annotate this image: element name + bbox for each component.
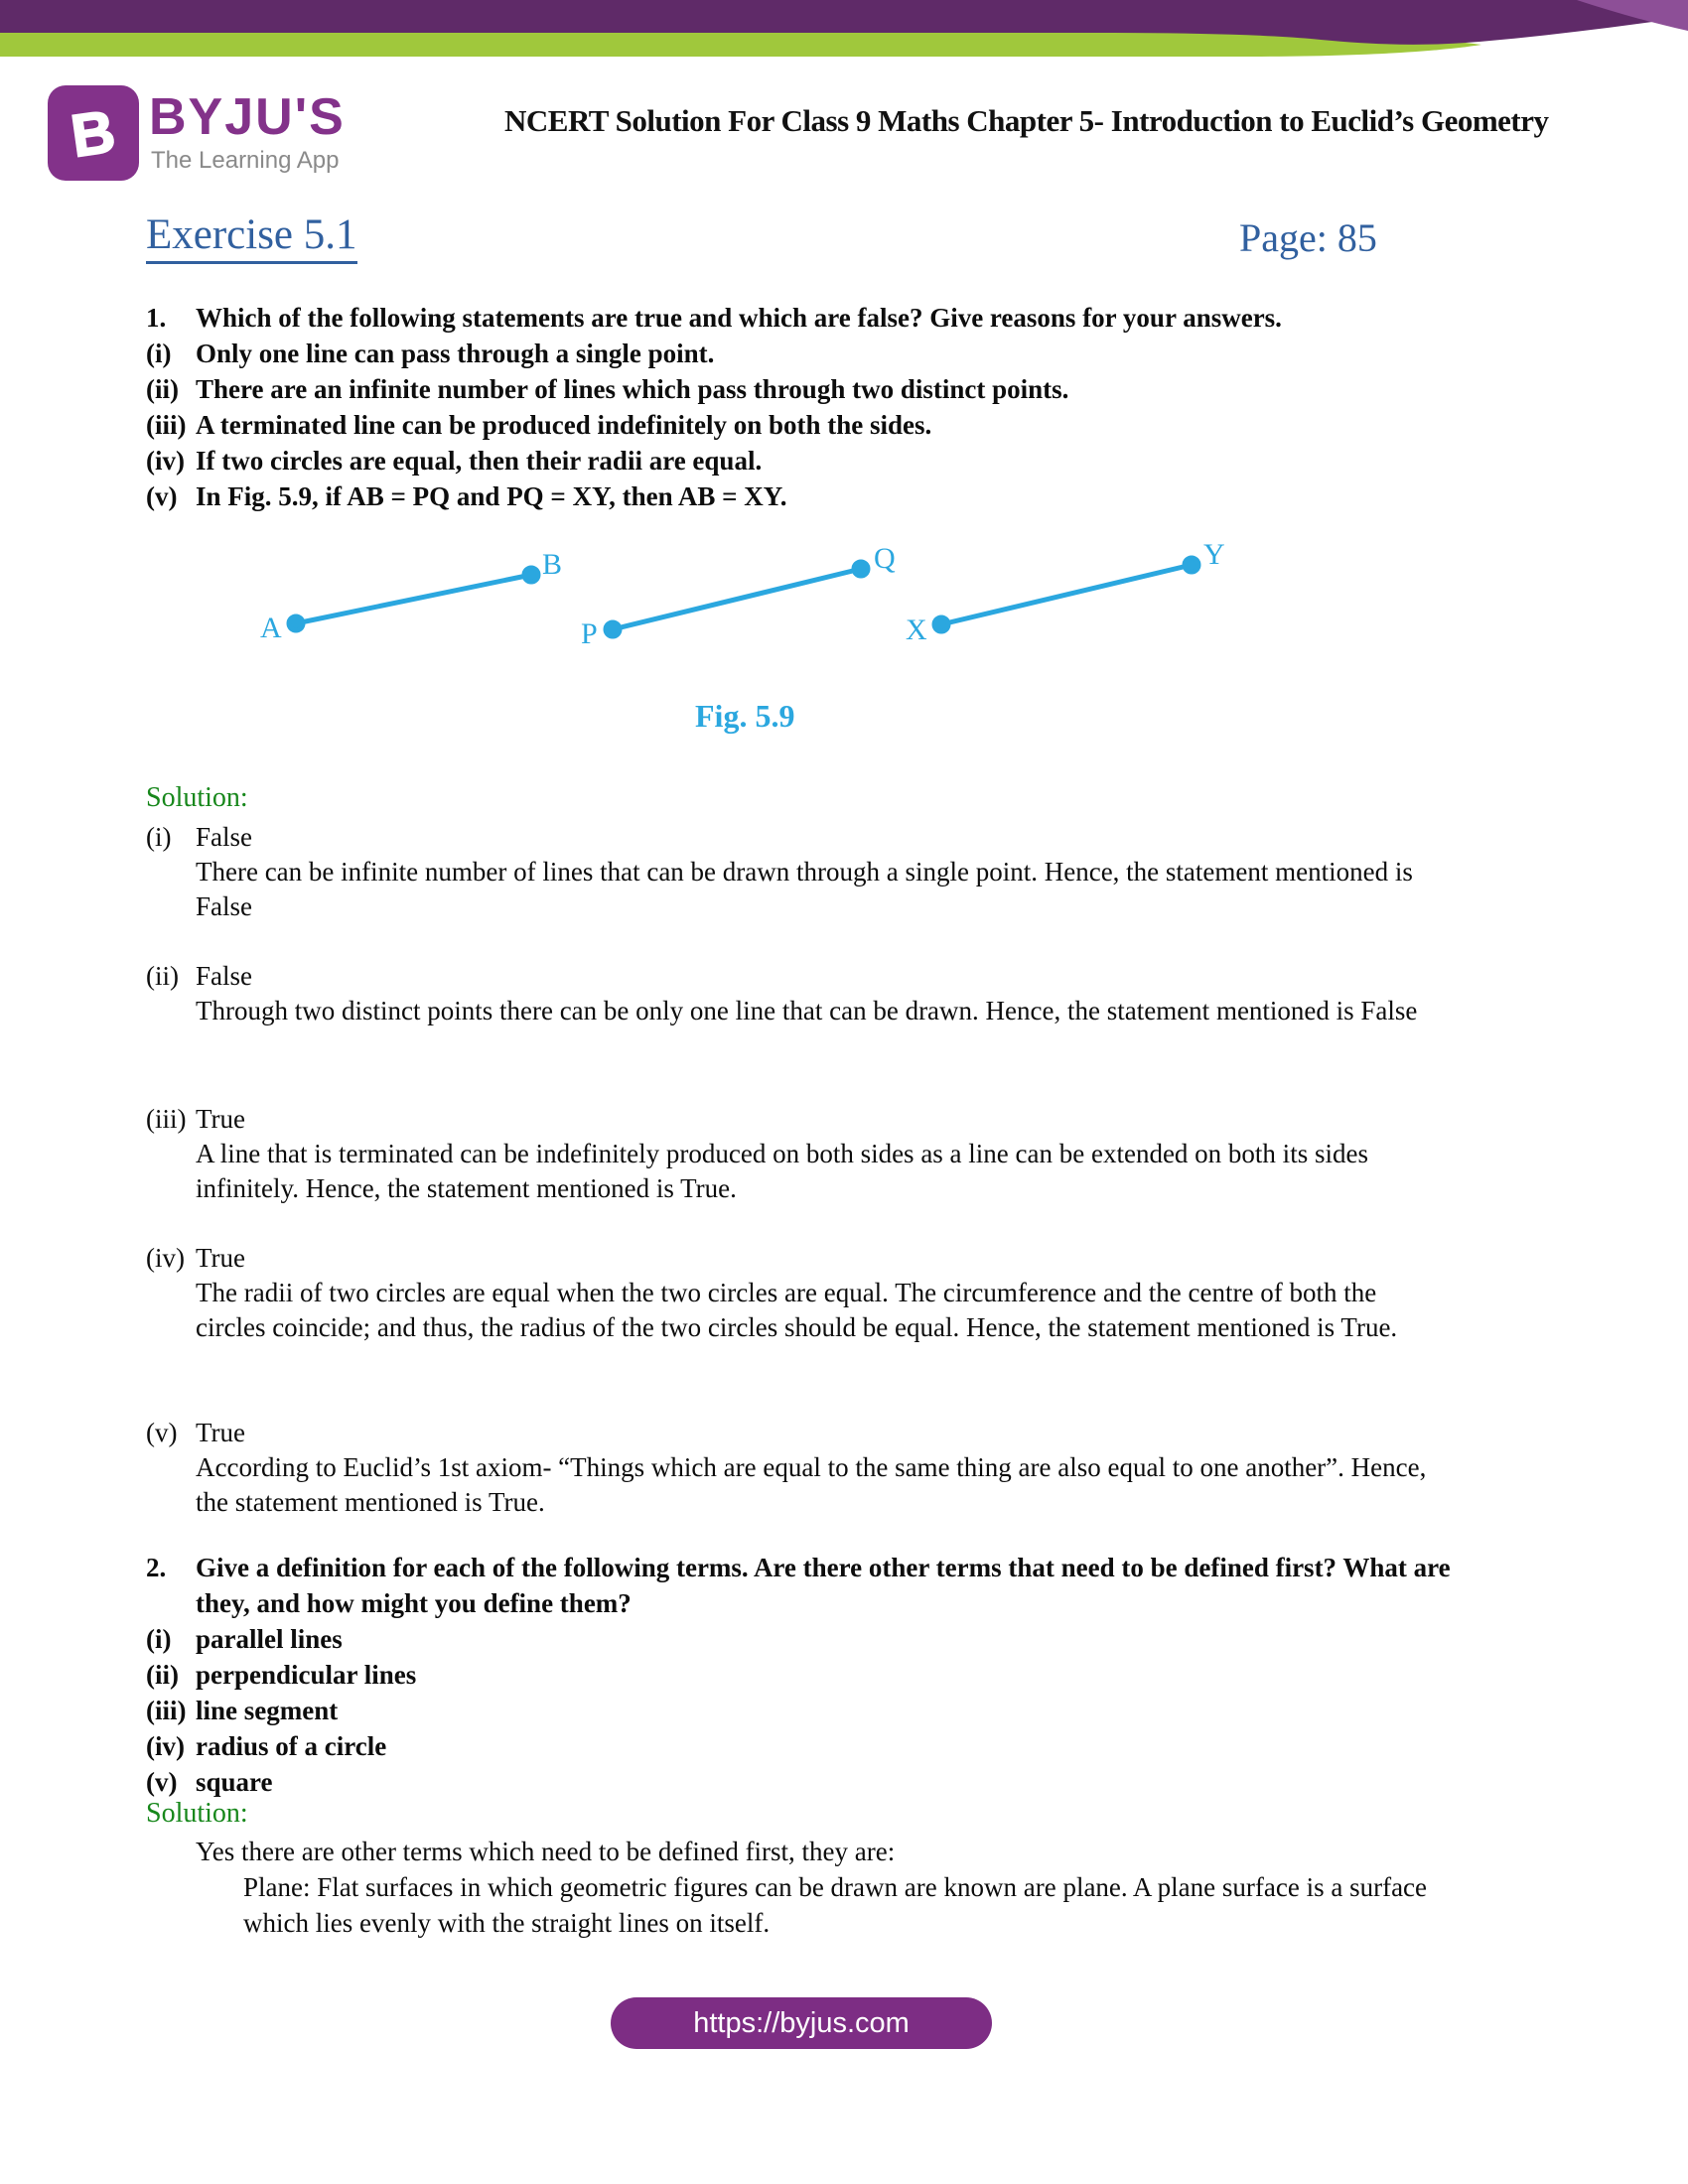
item-label: (i): [146, 339, 172, 368]
item-text: In Fig. 5.9, if AB = PQ and PQ = XY, then AB = XY.: [196, 481, 787, 511]
point-X-dot: [934, 617, 948, 631]
question-2-number: 2.: [146, 1553, 167, 1582]
item-label: (iv): [146, 446, 185, 476]
point-label-Q: Q: [874, 542, 896, 575]
item-text: perpendicular lines: [196, 1660, 417, 1690]
byjus-logo-icon: [48, 85, 139, 181]
item-text: square: [196, 1767, 273, 1797]
byjus-url-button[interactable]: [611, 1997, 992, 2049]
solution-1-item-iii: [146, 1102, 245, 1137]
document-title: NCERT Solution For Class 9 Maths Chapter 5- Introduction to Euclid’s Geometry: [504, 103, 1549, 138]
question-1-item: [146, 443, 1457, 478]
item-text: parallel lines: [196, 1624, 343, 1654]
solution-1-heading: Solution:: [146, 782, 248, 813]
solution-1-text-v: According to Euclid’s 1st axiom- “Things which are equal to the same thing are also equal to one another”. Hence, the statement mentioned is True.: [196, 1452, 1427, 1517]
solution-2-body: Plane: Flat surfaces in which geometric figures can be drawn are known are plane. A plane surface is a surface which lies evenly with the straight lines on itself.: [243, 1872, 1428, 1938]
item-verdict: True: [196, 1243, 246, 1273]
item-label: (i): [146, 1624, 172, 1654]
item-label: (v): [146, 1418, 178, 1447]
exercise-heading: Exercise 5.1: [146, 210, 357, 264]
item-text: A terminated line can be produced indefinitely on both the sides.: [196, 410, 932, 440]
item-label: (iv): [146, 1731, 185, 1761]
item-text: There are an infinite number of lines which pass through two distinct points.: [196, 374, 1069, 404]
question-1-item: [146, 371, 1457, 407]
item-label: (iii): [146, 1696, 187, 1725]
item-verdict: True: [196, 1104, 246, 1134]
segment-XY: [941, 565, 1192, 624]
question-2-items: [146, 1621, 1457, 1800]
question-1-item: [146, 478, 1457, 514]
item-label: (iv): [146, 1243, 185, 1273]
question-2: [146, 1550, 1457, 1621]
byjus-tagline: The Learning App: [151, 147, 340, 174]
question-2-text: Give a definition for each of the following terms. Are there other terms that need to be defined first? What are they, and how might you define them?: [196, 1553, 1451, 1618]
point-A-dot: [289, 616, 303, 630]
solution-1-text-iii: A line that is terminated can be indefinitely produced on both sides as a line can be extended on both its sides infinitely. Hence, the statement mentioned is True.: [196, 1139, 1368, 1203]
solution-2-intro: Yes there are other terms which need to be defined first, they are:: [196, 1837, 896, 1866]
figure-5-9: [228, 536, 1281, 665]
point-label-P: P: [581, 617, 598, 650]
green-band: [0, 33, 1481, 57]
item-text: radius of a circle: [196, 1731, 387, 1761]
item-text: Only one line can pass through a single point.: [196, 339, 715, 368]
item-label: (iii): [146, 410, 187, 440]
item-verdict: True: [196, 1418, 246, 1447]
item-text: If two circles are equal, then their radii are equal.: [196, 446, 763, 476]
question-1-stem: [146, 300, 1457, 336]
solution-1-text-i: There can be infinite number of lines that can be drawn through a single point. Hence, the statement mentioned is False: [196, 857, 1413, 921]
item-label: (ii): [146, 1660, 179, 1690]
item-label: (ii): [146, 374, 179, 404]
point-label-A: A: [260, 612, 282, 644]
question-1-text: Which of the following statements are true and which are false? Give reasons for your answers.: [196, 303, 1282, 333]
solution-1-item-v: [146, 1416, 245, 1450]
question-2-item: [146, 1657, 1457, 1693]
solution-1-item-iv: [146, 1241, 245, 1276]
point-Y-dot: [1185, 558, 1198, 572]
byjus-url-text: https://byjus.com: [693, 2006, 910, 2039]
byjus-wordmark: BYJU'S: [149, 88, 346, 146]
solution-1-text-ii: Through two distinct points there can be only one line that can be drawn. Hence, the statement mentioned is False: [196, 996, 1418, 1025]
item-label: (v): [146, 481, 178, 511]
question-1-number: 1.: [146, 303, 167, 333]
solution-1-text-iv: The radii of two circles are equal when the two circles are equal. The circumference and the centre of both the circles coincide; and thus, the radius of the two circles should be equal. Hence, the statement mentioned is True.: [196, 1278, 1398, 1342]
point-label-X: X: [906, 614, 927, 646]
figure-caption: Fig. 5.9: [695, 698, 795, 734]
question-2-item: [146, 1728, 1457, 1764]
solution-1-item-ii: [146, 959, 252, 994]
item-label: (v): [146, 1767, 178, 1797]
question-2-stem: [146, 1550, 1457, 1621]
question-1: [146, 300, 1457, 514]
item-label: (i): [146, 822, 172, 852]
item-text: line segment: [196, 1696, 339, 1725]
item-verdict: False: [196, 961, 252, 991]
point-B-dot: [524, 568, 538, 582]
logo-b-glyph: B: [67, 96, 120, 170]
point-label-B: B: [542, 548, 563, 581]
question-1-item: [146, 407, 1457, 443]
question-1-item: [146, 336, 1457, 371]
point-Q-dot: [854, 562, 868, 576]
item-label: (ii): [146, 961, 179, 991]
item-verdict: False: [196, 822, 252, 852]
page-number-label: Page: 85: [1239, 215, 1377, 260]
point-P-dot: [606, 622, 620, 636]
segment-AB: [296, 575, 531, 623]
question-2-item: [146, 1764, 1457, 1800]
item-label: (iii): [146, 1104, 187, 1134]
question-2-item: [146, 1621, 1457, 1657]
solution-2-heading: Solution:: [146, 1798, 248, 1829]
question-2-item: [146, 1693, 1457, 1728]
segment-PQ: [613, 569, 861, 629]
point-label-Y: Y: [1203, 538, 1225, 571]
solution-1-item-i: [146, 820, 252, 855]
